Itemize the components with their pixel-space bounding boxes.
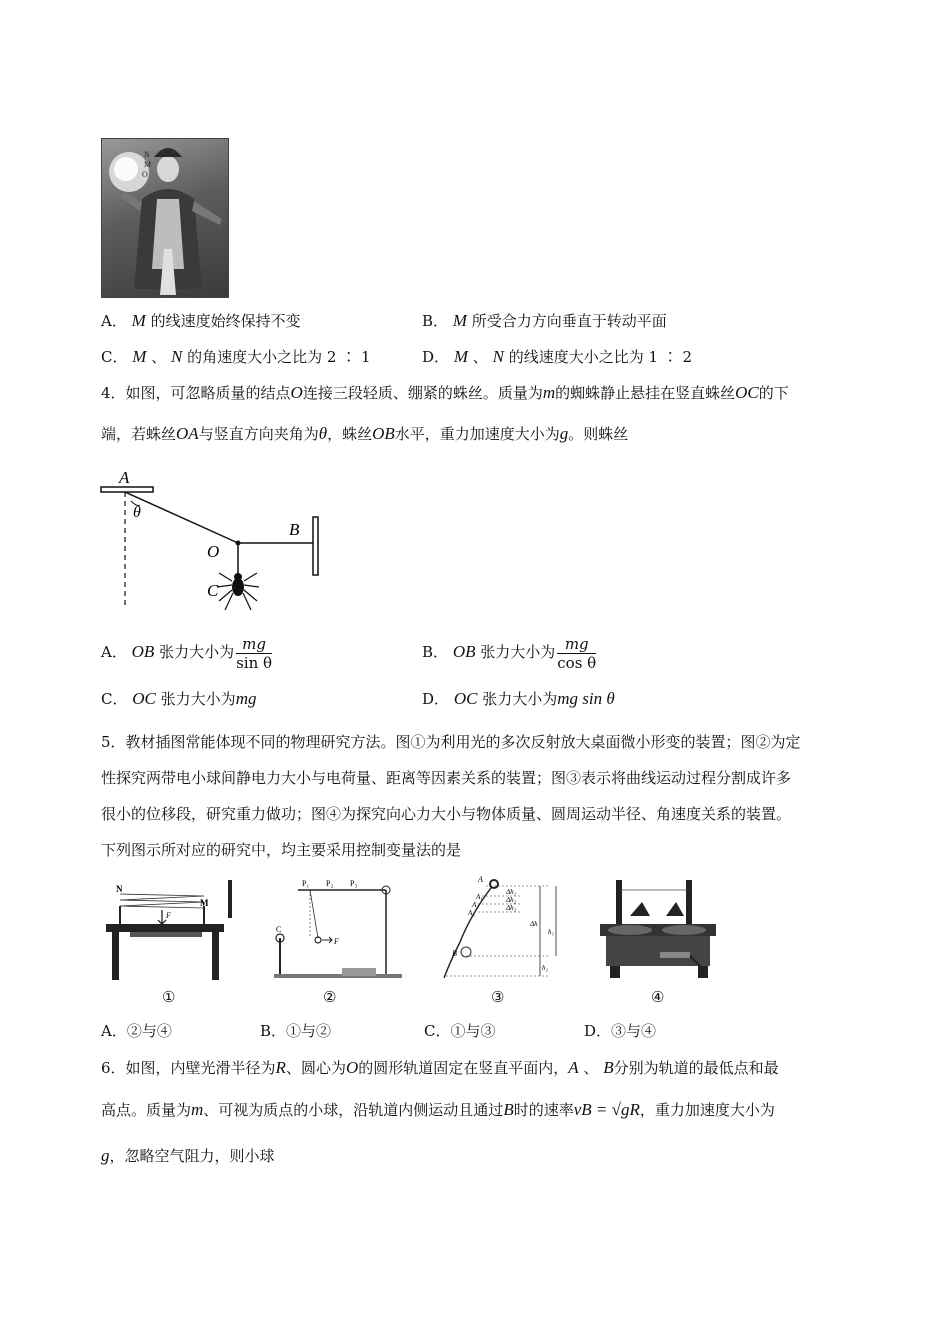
fig3-label-a2: A₂ [472,901,479,909]
q3-option-a: A． M 的线速度始终保持不变 [101,311,301,330]
fig-label-c: C [207,581,219,600]
photo-label-o: O [142,170,148,179]
q3-option-c: C． M 、 N 的角速度大小之比为 2 ∶ 1 [101,347,371,366]
q6-stem-line1: 6．如图，内壁光滑半径为R、圆心为O的圆形轨道固定在竖直平面内，A 、 B分别为轨道的最低点和最 [101,1058,779,1077]
vb-formula: vB = √gR [573,1100,640,1119]
q5-stem-line2: 性探究两带电小球间静电力大小与电荷量、距离等因素关系的装置；图③表示将曲线运动过程分割成许多 [101,769,792,787]
photo-label-n: N [144,150,150,159]
fig3-label-dh3: Δh₃ [506,904,517,912]
fig3-label-h2: h₂ [542,964,548,972]
fig-label-o: O [207,542,220,561]
fig2-caption: ② [323,988,337,1006]
q4-option-b: B． OB 张力大小为 $\frac{mg}{\text{cos θ}}$ [422,634,597,672]
spider-web-diagram [95,465,335,620]
fig1-caption: ① [162,988,176,1006]
fig3-label-b: B [452,949,457,958]
fig2-label-c: C [276,925,282,934]
fig4-caption: ④ [651,988,665,1006]
fig2-label-f: F [334,937,339,946]
opera-performer-photo [101,138,229,298]
q5-stem-line4: 下列图示所对应的研究中，均主要采用控制变量法的是 [101,841,462,859]
fig2-label-p1: P₁ [302,879,310,888]
fig2-label-p3: P₃ [350,879,358,888]
fig-label-b: B [289,520,300,539]
q3-option-d: D． M 、 N 的线速度大小之比为 1 ∶ 2 [422,347,693,366]
photo-label-m: M [144,160,152,169]
q5-option-d: D．③与④ [584,1022,657,1040]
fig3-label-dh1: Δh₁ [506,888,517,896]
fig-label-theta: θ [133,504,141,521]
q4-option-a: A． OB 张力大小为 $\frac{mg}{\text{sin θ}}$ [101,634,273,672]
fig2-label-p2: P₂ [326,879,334,888]
fig1-label-f: F [166,911,171,920]
q6-stem-line2: 高点。质量为m、可视为质点的小球，沿轨道内侧运动且通过B时的速率vB = √gR，重力加速度大小为 [101,1100,775,1119]
q4-option-c: C． OC 张力大小为mg [101,689,257,708]
fig3-label-dh: Δh [530,920,538,928]
fig2-charged-balls [262,872,404,984]
fig1-mirror-apparatus [100,872,236,984]
fig4-centripetal-apparatus [590,872,724,984]
q3-option-b: B． M 所受合力方向垂直于转动平面 [422,311,667,330]
fig-label-a: A [119,468,130,487]
fig1-label-m: M [200,898,209,908]
q6-stem-line3: g，忽略空气阻力，则小球 [101,1146,275,1165]
fig3-label-h1: h₁ [548,928,554,936]
fig3-label-a: A [478,875,483,884]
q5-option-c: C．①与③ [424,1022,496,1040]
fig3-label-a3: A₃ [468,909,475,917]
fig3-label-a1: A₁ [476,893,483,901]
q4-stem-line2: 端，若蛛丝OA与竖直方向夹角为θ，蛛丝OB水平，重力加速度大小为g。则蛛丝 [101,424,629,443]
q5-stem-line3: 很小的位移段，研究重力做功；图④为探究向心力大小与物体质量、圆周运动半径、角速度关系的装置。 [101,805,792,823]
q5-option-a: A．②与④ [101,1022,172,1040]
q4-stem-line1: 4．如图，可忽略质量的结点O连接三段轻质、绷紧的蛛丝。质量为m的蜘蛛静止悬挂在竖直蛛丝OC的下 [101,383,789,402]
fig1-label-n: N [116,884,123,894]
q5-stem-line1: 5．教材插图常能体现不同的物理研究方法。图①为利用光的多次反射放大桌面微小形变的装置；图②为定 [101,733,801,751]
spider-icon [217,573,259,610]
fig3-label-dh2: Δh₂ [506,896,517,904]
fig3-gravity-work [432,872,566,984]
q4-option-d: D． OC 张力大小为mg sin θ [422,689,615,708]
q5-option-b: B．①与② [260,1022,332,1040]
fig3-caption: ③ [491,988,505,1006]
